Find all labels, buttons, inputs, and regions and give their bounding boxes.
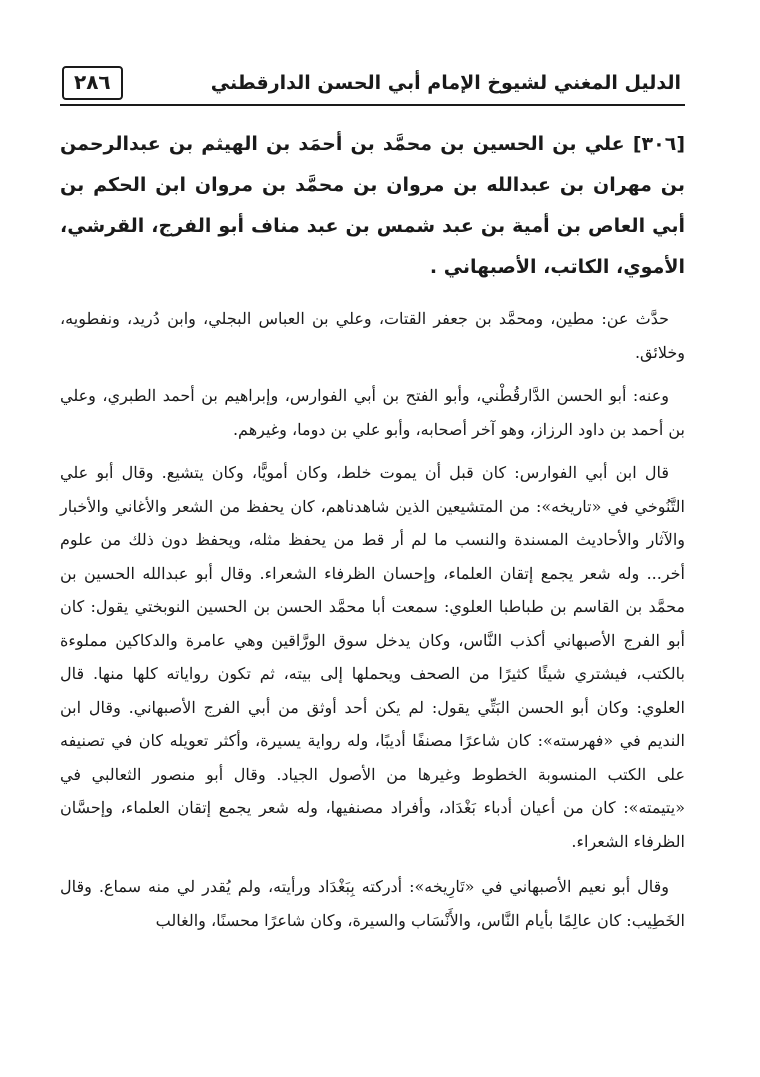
- running-title: الدليل المغني لشيوخ الإمام أبي الحسن الدارقطني: [210, 72, 681, 94]
- paragraph-abu-nuaym: وقال أبو نعيم الأصبهاني في «تَارِيخه»: أدركته بِبَغْدَاد ورأيته، ولم يُقدر لي منه سماع. وقال الخَطِيب: كان عالِمًا بأيام النَّاس، والأَنْسَاب والسيرة، وكان شاعرًا محسنًا، والغالب: [60, 877, 685, 930]
- book-page: [60, 62, 685, 937]
- paragraph-narrated-from: حدَّث عن: مطين، ومحمَّد بن جعفر القتات، وعلي بن العباس البجلي، وابن دُريد، ونفطويه، وخلائق.: [60, 309, 685, 362]
- page-header: [60, 62, 685, 106]
- entry-body: [60, 302, 685, 937]
- page-number: ٢٨٦: [62, 66, 123, 100]
- entry-heading: [٣٠٦] علي بن الحسين بن محمَّد بن أحمَد بن الهيثم بن عبدالرحمن بن مهران بن عبدالله بن مروان بن محمَّد بن مروان ابن الحكم بن أبي العاص بن أمية بن عبد شمس بن عبد مناف أبو الفرج، القرشي، الأموي، الكاتب، الأصبهاني .: [60, 133, 685, 278]
- paragraph-narrators: وعنه: أبو الحسن الدَّارقُطْني، وأبو الفتح بن أبي الفوارس، وإبراهيم بن أحمد الطبري، وعلي بن أحمد بن داود الرزاز، وهو آخر أصحابه، وأبو علي بن دوما، وغيرهم.: [60, 386, 685, 439]
- paragraph-opinions: قال ابن أبي الفوارس: كان قبل أن يموت خلط، وكان أمويًّا، وكان يتشيع. وقال أبو علي التَّنُوخي في «تاريخه»: من المتشيعين الذين شاهدناهم، كان يحفظ من الشعر والأغاني والأخبار والآثار والأحاديث المسندة والنسب ما لم أر قط من يحفظ مثله، ويحفظ دون ذلك من علوم أخر... وله شعر يجمع إتقان العلماء، وإحسان الظرفاء الشعراء. وقال أبو عبدالله الحسين بن محمَّد بن القاسم بن طباطبا العلوي: سمعت أبا محمَّد الحسن بن الحسين النوبختي يقول: كان أبو الفرج الأصبهاني أكذب النَّاس، وكان يدخل سوق الورَّاقين وهي عامرة والدكاكين مملوءة بالكتب، فيشتري شيئًا كثيرًا من الصحف ويحملها إلى بيته، ثم تكون رواياته كلها منها. قال العلوي: وكان أبو الحسن البَتِّي يقول: لم يكن أحد أوثق من أبي الفرج الأصبهاني. وقال ابن النديم في «فهرسته»: كان شاعرًا مصنفًا أديبًا، وله رواية يسيرة، وأكثر تعويله كان في تصنيفه على الكتب المنسوبة الخطوط وغيرها من الأصول الجياد. وقال أبو منصور الثعالبي في «يتيمته»: كان من أعيان أدباء بَغْدَاد، وأفراد مصنفيها، وله شعر يجمع إتقان العلماء، وإحسَّان الظرفاء الشعراء.: [60, 463, 686, 851]
